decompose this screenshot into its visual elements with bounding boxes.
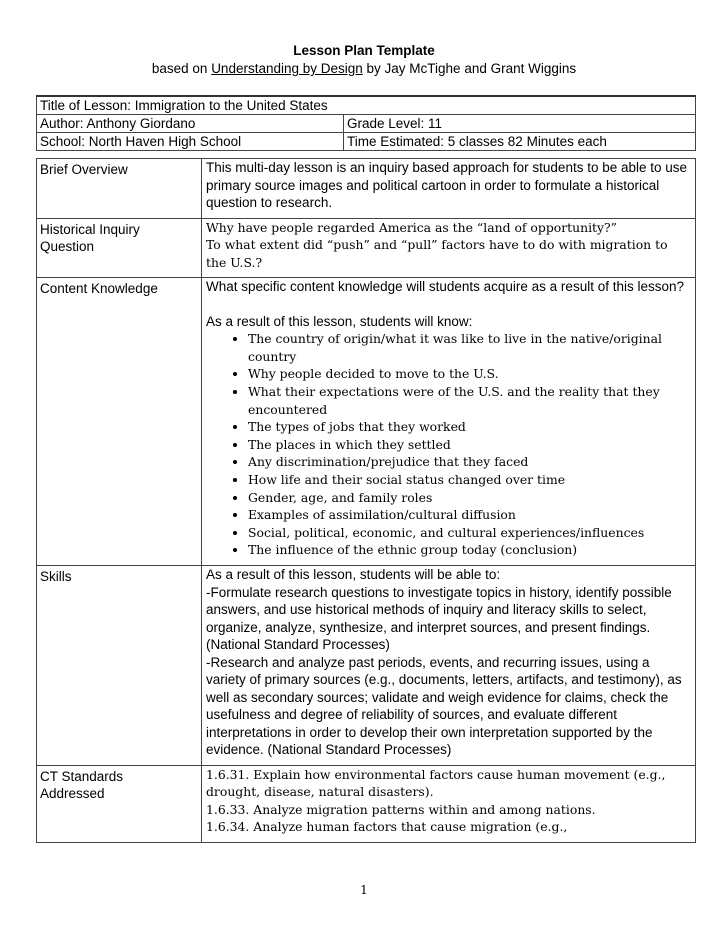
list-item: • How life and their social status changed over time [248,471,691,489]
list-item: • Any discrimination/prejudice that they faced [248,453,691,471]
inquiry-question-1: Why have people regarded America as the “land of opportunity?” [206,219,617,235]
page-number: 1 [360,883,368,897]
time-estimated: Time Estimated: 5 classes 82 Minutes each [344,133,696,151]
ct-standards-row [37,765,696,842]
skills-item-2: -Research and analyze past periods, events, and recurring issues, using a variety of primary sources (e.g., documents, letters, artifacts, and testimony), as well as secondary sources; validate and weigh evidence for claims, check the usefulness and degree of reliability of sources, and evaluate different interpretations in order to develop their own interpretation supported by the evidence. (National Standard Processes) [206,654,682,757]
list-item: • Social, political, economic, and cultural experiences/influences [248,524,691,542]
standard-item-2: 1.6.33. Analyze migration patterns within and among nations. [206,801,596,817]
list-item: • The places in which they settled [248,436,691,454]
historical-inquiry-row [37,218,696,278]
content-knowledge-question: What specific content knowledge will students acquire as a result of this lesson? [206,279,684,295]
document-title: Lesson Plan Template [293,43,435,58]
brief-overview-text: This multi-day lesson is an inquiry based approach for students to be able to use primary source images and political cartoon in order to formulate a historical question to research. [202,159,696,219]
grade-level: Grade Level: 11 [344,115,696,133]
ct-standards-label [37,765,202,842]
ct-standards-text [202,765,696,842]
skills-item-1: -Formulate research questions to investigate topics in history, identify possible answers, and use historical methods of inquiry and literacy skills to select, organize, analyze, synthesize, and interpret sources, and present findings. (National Standard Processes) [206,584,672,652]
content-knowledge-row [37,278,696,566]
list-item: • Examples of assimilation/cultural diffusion [248,506,691,524]
lesson-plan-table [36,158,696,843]
skills-label: Skills [37,566,202,766]
list-item: • The country of origin/what it was like to live in the native/original country [248,330,691,365]
list-item: • The types of jobs that they worked [248,418,691,436]
ct-standards-label-line-1: CT Standards [40,768,124,784]
document-subtitle [0,61,728,76]
skills-row [37,566,696,766]
list-item: • The influence of the ethnic group today (conclusion) [248,541,691,559]
inquiry-question-2: To what extent did “push” and “pull” factors have to do with migration to the U.S.? [206,237,668,270]
list-item: • Gender, age, and family roles [248,489,691,507]
content-knowledge-text [202,278,696,566]
standard-item-1: 1.6.31. Explain how environmental factors cause human movement (e.g., drought, disease, natural disasters). [206,766,666,800]
historical-inquiry-text [202,218,696,278]
historical-inquiry-label [37,218,202,278]
brief-overview-row [37,159,696,219]
author: Author: Anthony Giordano [37,115,344,133]
list-item: • Why people decided to move to the U.S. [248,365,691,383]
skills-text [202,566,696,766]
title-of-lesson: Title of Lesson: Immigration to the United States [37,96,696,115]
content-knowledge-label: Content Knowledge [37,278,202,566]
skills-intro: As a result of this lesson, students will be able to: [206,567,501,582]
standard-item-3: 1.6.34. Analyze human factors that cause migration (e.g., [206,819,568,835]
subtitle-book-title: Understanding by Design [211,61,363,76]
subtitle-prefix: based on [151,61,212,76]
lesson-info-table [36,95,696,151]
list-item: • What their expectations were of the U.S. and the reality that they encountered [248,383,691,418]
historical-inquiry-label-line-1: Historical Inquiry [40,221,140,237]
historical-inquiry-label-line-2: Question [40,239,95,254]
brief-overview-label: Brief Overview [37,159,202,219]
content-knowledge-intro: As a result of this lesson, students will know: [206,313,473,329]
content-knowledge-list [206,330,691,559]
subtitle-suffix: by Jay McTighe and Grant Wiggins [362,61,577,76]
ct-standards-label-line-2: Addressed [40,786,105,801]
school: School: North Haven High School [37,133,344,151]
